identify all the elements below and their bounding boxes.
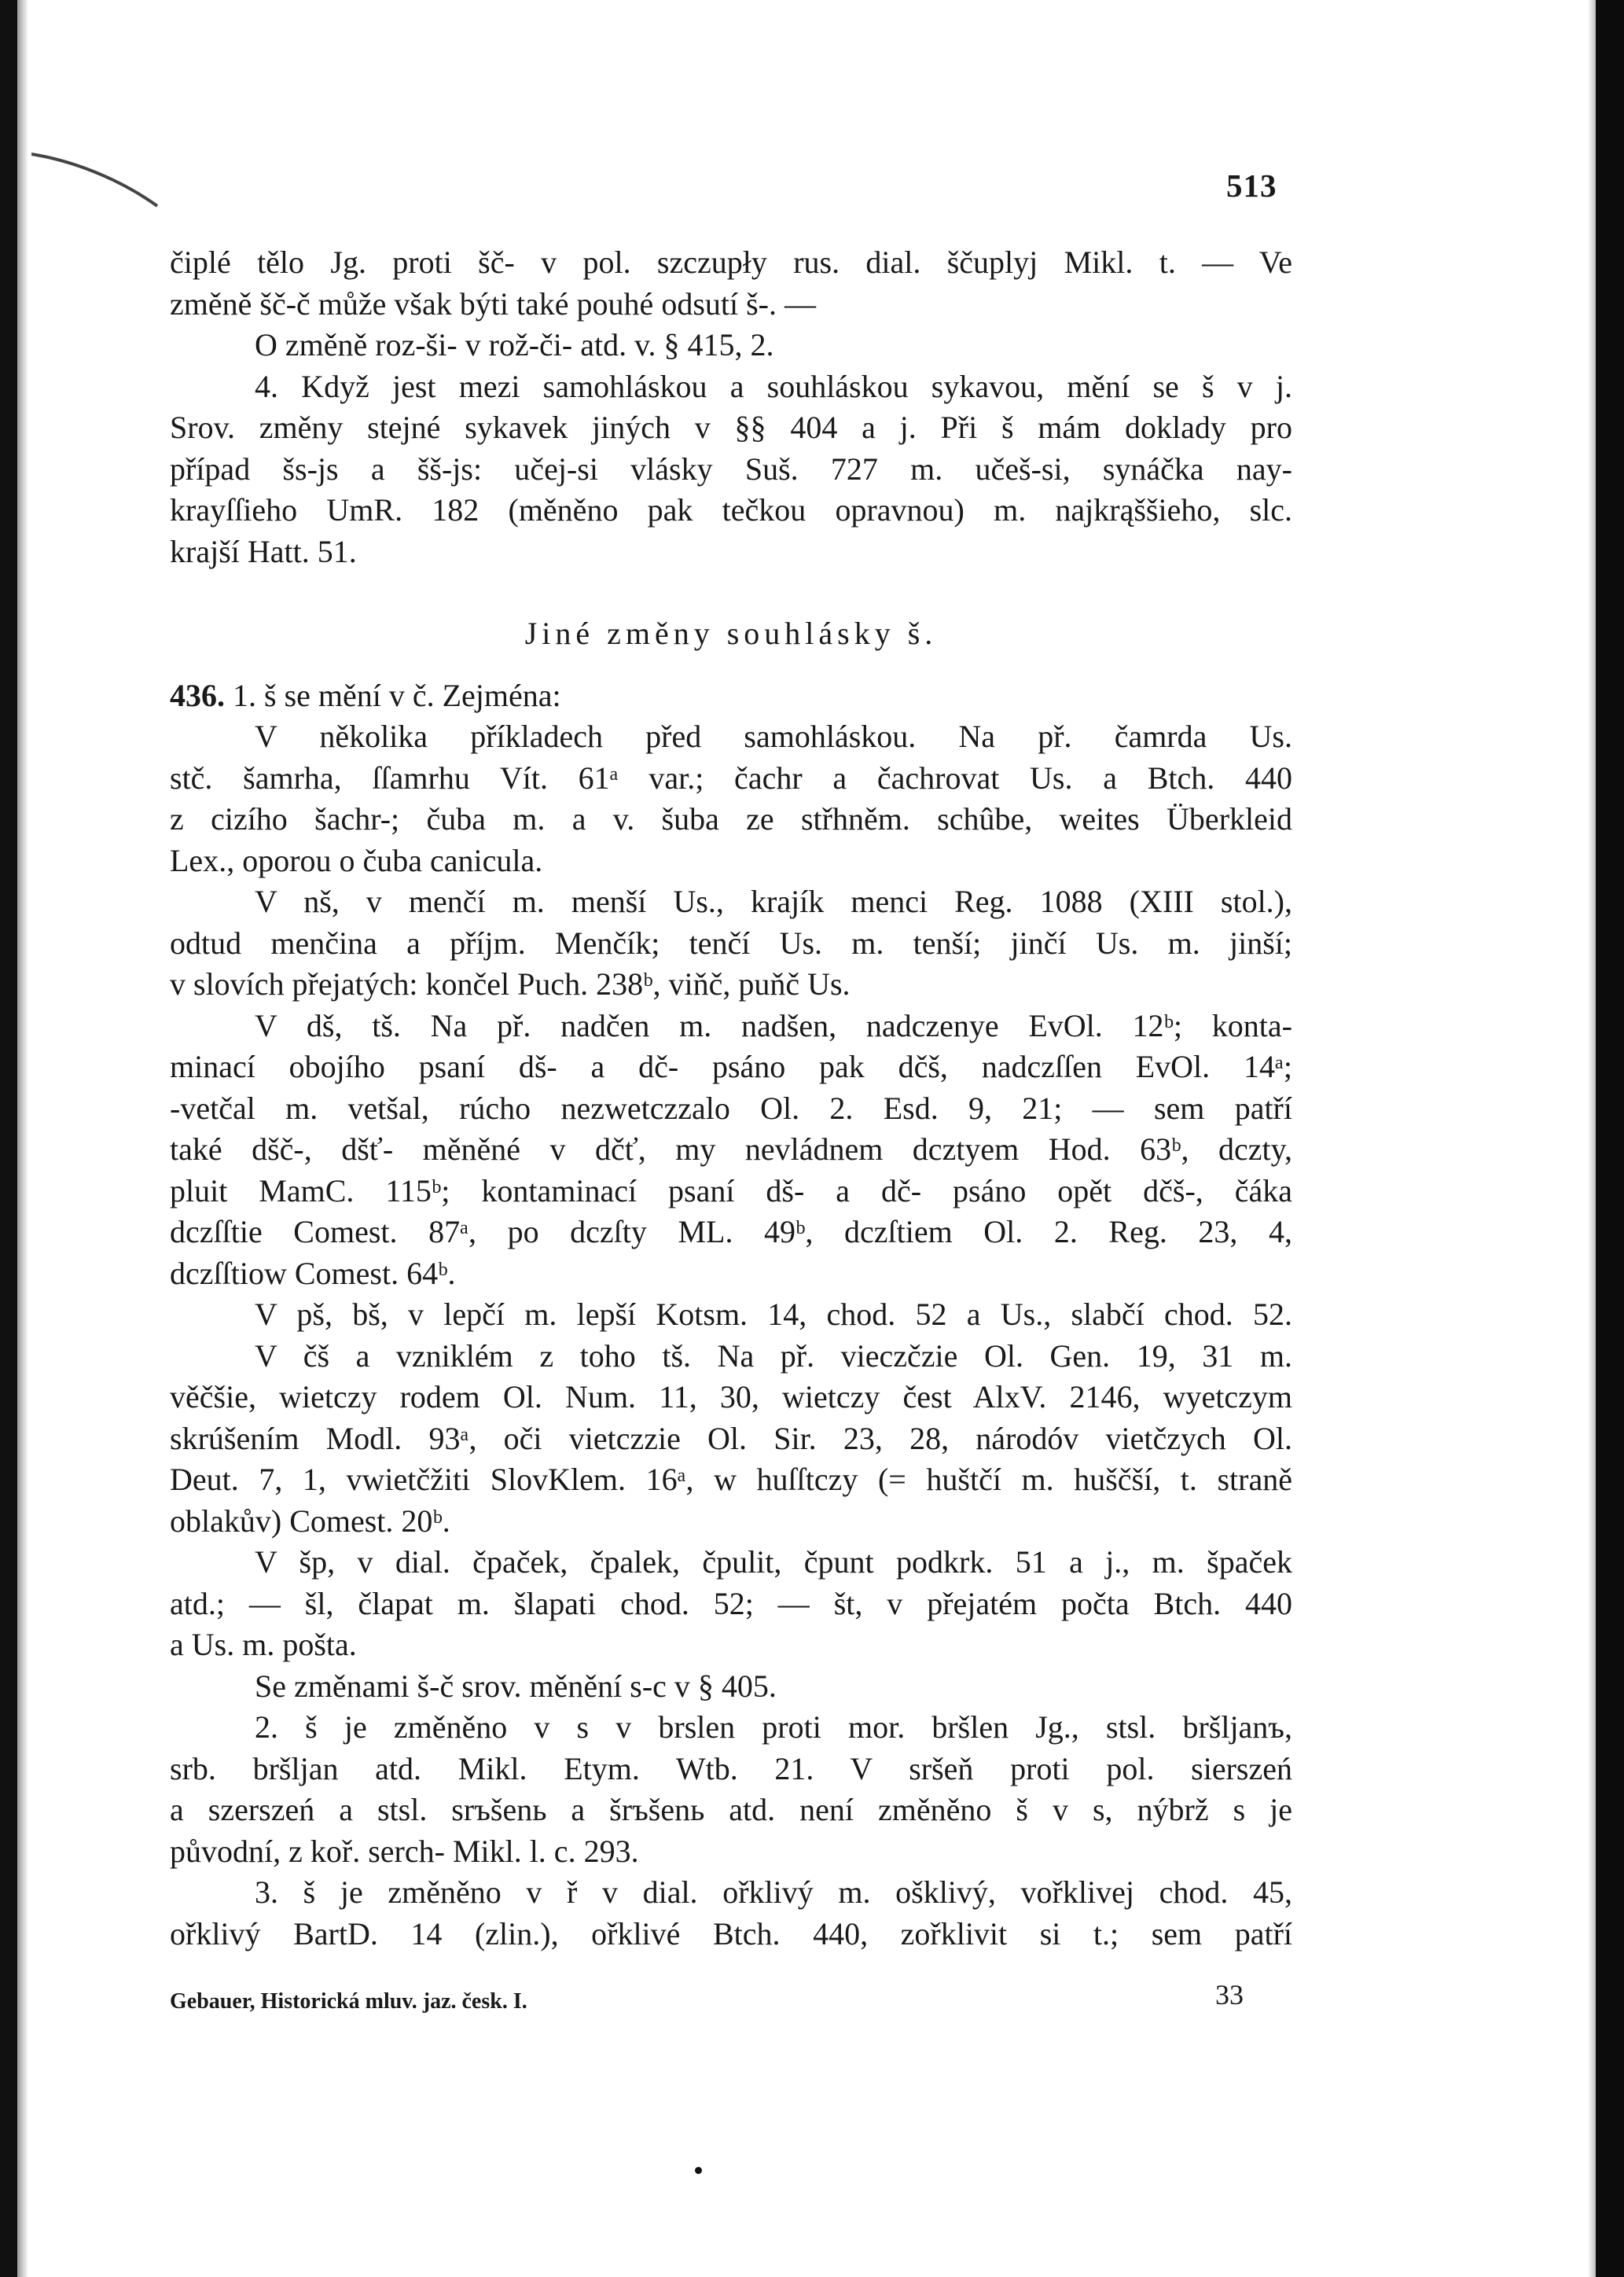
scan-left-shadow (17, 0, 28, 2277)
body-line: Se změnami š-č srov. měnění s-c v § 405. (255, 1668, 777, 1704)
body-line: a Us. m. pošta. (170, 1627, 357, 1662)
body-line: ořklivý BartD. 14 (zlin.), ořklivé Btch. 440, zořklivit si t.; sem patří (170, 1915, 1292, 1951)
page-number: 513 (1226, 167, 1277, 204)
section-first-line-text: 1. š se mění v č. Zejména: (233, 677, 561, 713)
intro-line: čiplé tělo Jg. proti šč- v pol. szczupły rus. dial. ščuplyj Mikl. t. — Ve (170, 245, 1292, 280)
scan-left-edge (0, 0, 17, 2277)
body-line: věčšie, wietczy rodem Ol. Num. 11, 30, wietczy čest AlxV. 2146, wyetczym (170, 1379, 1292, 1414)
body-line: skrúšením Modl. 93ᵃ, oči vietczzie Ol. Sir. 23, 28, národóv vietčzych Ol. (170, 1420, 1292, 1456)
body-line: pluit MamC. 115ᵇ; kontaminací psaní dš- a dč- psáno opět dčš-, čáka (170, 1172, 1292, 1208)
body-line: V několika příkladech před samohláskou. Na př. čamrda Us. (255, 719, 1292, 754)
section-first-line (170, 675, 1292, 717)
intro-line: změně šč-č může však býti také pouhé odsutí š-. — (170, 285, 816, 322)
intro-line: O změně roz-ši- v rož-či- atd. v. § 415, 2. (255, 327, 774, 362)
body-line: dczſſtiow Comest. 64ᵇ. (170, 1255, 456, 1291)
body-line: a szerszeń a stsl. srъšenь a šrъšenь atd. není změněno š v s, nýbrž s je (170, 1792, 1292, 1827)
intro-line: případ šs-js a šš-js: učej-si vlásky Suš. 727 m. učeš-si, synáčka nay- (170, 451, 1292, 487)
footer-signature: 33 (1215, 1979, 1244, 2010)
body-line: -vetčal m. vetšal, rúcho nezwetczzalo Ol. 2. Esd. 9, 21; — sem patří (170, 1090, 1292, 1126)
scan-speck (695, 2167, 702, 2174)
body-line: 2. š je změněno v s v brslen proti mor. bršlen Jg., stsl. bršljanъ, (255, 1709, 1292, 1745)
body-line: V šp, v dial. čpaček, čpalek, čpulit, čpunt podkrk. 51 a j., m. špaček (255, 1544, 1292, 1580)
body-line: srb. bršljan atd. Mikl. Etym. Wtb. 21. V sršeň proti pol. sierszeń (170, 1750, 1292, 1786)
body-line: stč. šamrha, ſſamrhu Vít. 61ᵃ var.; čachr a čachrovat Us. a Btch. 440 (170, 760, 1292, 796)
body-line: V čš a vzniklém z toho tš. Na př. vieczčzie Ol. Gen. 19, 31 m. (255, 1337, 1292, 1374)
scan-right-edge (1596, 0, 1624, 2277)
body-line: Lex., oporou o čuba canicula. (170, 842, 543, 878)
section-number: 436. (170, 677, 225, 713)
body-line: minací obojího psaní dš- a dč- psáno pak dčš, nadczſſen EvOl. 14ᵃ; (170, 1049, 1292, 1084)
body-line: 3. š je změněno v ř v dial. ořklivý m. ošklivý, vořklivej chod. 45, (255, 1874, 1292, 1910)
intro-line: krayſſieho UmR. 182 (měněno pak tečkou opravnou) m. najkrąššieho, slc. (170, 492, 1292, 528)
body-line: Deut. 7, 1, vwietčžiti SlovKlem. 16ᵃ, w huſſtczy (= huštčí m. huščší, t. straně (170, 1462, 1292, 1497)
intro-line: Srov. změny stejné sykavek jiných v §§ 404 a j. Při š mám doklady pro (170, 410, 1292, 445)
scan-right-shadow (1588, 0, 1596, 2277)
page-body (170, 242, 1292, 1955)
body-line: z cizího šachr-; čuba m. a v. šuba ze střhněm. schûbe, weites Überkleid (170, 801, 1292, 837)
body-line: oblakův) Comest. 20ᵇ. (170, 1503, 450, 1539)
intro-line: 4. Když jest mezi samohláskou a souhláskou sykavou, mění se š v j. (255, 368, 1292, 404)
body-line: původní, z koř. serch- Mikl. l. c. 293. (170, 1833, 639, 1869)
body-line: V dš, tš. Na př. nadčen m. nadšen, nadczenye EvOl. 12ᵇ; konta- (255, 1007, 1292, 1043)
body-line: V pš, bš, v lepčí m. lepší Kotsm. 14, chod. 52 a Us., slabčí chod. 52. (255, 1297, 1292, 1332)
scan-scratch-mark (31, 149, 165, 212)
footer-source: Gebauer, Historická mluv. jaz. česk. I. (170, 1989, 527, 2014)
body-line: také dšč-, dšť- měněné v dčť, my nevládnem dcztyem Hod. 63ᵇ, dczty, (170, 1131, 1292, 1167)
body-line: atd.; — šl, člapat m. šlapati chod. 52; — št, v přejatém počta Btch. 440 (170, 1585, 1292, 1621)
body-line: dczſſtie Comest. 87ᵃ, po dczſty ML. 49ᵇ, dczſtiem Ol. 2. Reg. 23, 4, (170, 1214, 1292, 1249)
intro-line: krajší Hatt. 51. (170, 533, 357, 569)
body-line: V nš, v menčí m. menší Us., krajík menci Reg. 1088 (XIII stol.), (255, 884, 1292, 919)
body-line: odtud menčina a příjm. Menčík; tenčí Us. m. tenší; jinčí Us. m. jinší; (170, 925, 1292, 961)
body-line: v slovích přejatých: končel Puch. 238ᵇ, viňč, puňč Us. (170, 966, 851, 1002)
section-heading: Jiné změny souhlásky š. (524, 616, 938, 651)
